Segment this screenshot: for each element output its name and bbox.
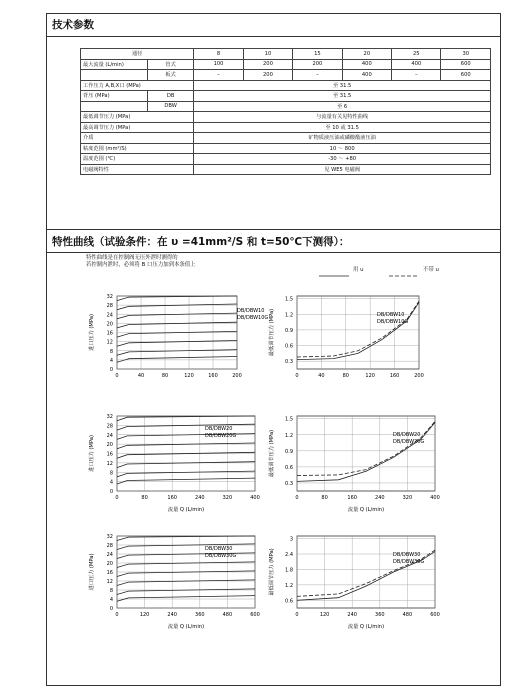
y-tick-label: 0.6 bbox=[285, 343, 293, 350]
y-tick-label: 1.2 bbox=[285, 582, 293, 589]
x-tick-label: 240 bbox=[167, 612, 177, 618]
x-tick-label: 0 bbox=[295, 373, 299, 379]
x-tick-label: 160 bbox=[167, 495, 177, 501]
spec-row bbox=[81, 49, 491, 60]
curve-label: DB/DBW30G bbox=[393, 559, 425, 565]
curve-label: DB/DBW20G bbox=[205, 433, 237, 439]
y-axis-label: 进口压力 (MPa) bbox=[89, 553, 95, 591]
spec-cell: 最低调节压力 (MPa) bbox=[81, 112, 194, 123]
spec-cell: 8 bbox=[194, 49, 243, 60]
series-line bbox=[117, 296, 237, 301]
series-line bbox=[117, 596, 255, 602]
y-tick-label: 12 bbox=[106, 460, 113, 467]
x-tick-label: 240 bbox=[375, 495, 385, 501]
chart-frame bbox=[297, 536, 435, 608]
y-axis-label: 最低调节压力 (MPa) bbox=[269, 308, 275, 357]
y-tick-label: 16 bbox=[106, 451, 113, 458]
series-line bbox=[297, 421, 435, 475]
y-tick-label: 28 bbox=[106, 423, 113, 430]
spec-row bbox=[81, 91, 491, 102]
x-tick-label: 0 bbox=[115, 373, 119, 379]
x-tick-label: 240 bbox=[195, 495, 205, 501]
series-line bbox=[117, 478, 255, 484]
x-tick-label: 40 bbox=[318, 373, 325, 379]
curve-label: DB/DBW20G bbox=[393, 439, 425, 445]
spec-cell: 矿物质液压油或磷酸酯液压油 bbox=[194, 133, 491, 144]
x-tick-label: 200 bbox=[414, 373, 424, 379]
y-tick-label: 28 bbox=[106, 543, 113, 549]
x-tick-label: 80 bbox=[161, 373, 169, 379]
spec-cell: 25 bbox=[392, 49, 441, 60]
spec-cell: 通径 bbox=[81, 49, 194, 60]
spec-cell: -30 ～ +80 bbox=[194, 154, 491, 165]
datasheet-frame bbox=[46, 13, 501, 686]
y-tick-label: 16 bbox=[106, 330, 113, 337]
x-axis-label: 流量 Q (L/min) bbox=[167, 507, 205, 513]
x-tick-label: 400 bbox=[250, 495, 260, 501]
x-tick-label: 120 bbox=[139, 612, 150, 618]
spec-cell: 工作压力 A,B,X口 (MPa) bbox=[81, 80, 194, 91]
spec-cell: 最高调节压力 (MPa) bbox=[81, 122, 194, 133]
x-tick-label: 160 bbox=[208, 373, 218, 379]
series-line bbox=[117, 443, 255, 449]
x-tick-label: 160 bbox=[389, 373, 400, 379]
y-tick-label: 8 bbox=[109, 470, 113, 477]
y-tick-label: 4 bbox=[109, 357, 113, 364]
spec-cell: 至 6 bbox=[194, 101, 491, 112]
x-tick-label: 40 bbox=[137, 373, 145, 379]
spec-cell: 管式 bbox=[147, 59, 193, 70]
series-line bbox=[117, 322, 237, 328]
y-tick-label: 2.4 bbox=[285, 552, 293, 558]
spec-cell: 板式 bbox=[147, 70, 193, 81]
x-tick-label: 80 bbox=[321, 495, 328, 501]
x-tick-label: 320 bbox=[402, 495, 413, 501]
spec-cell: 15 bbox=[293, 49, 342, 60]
spec-cell: 至 10 或 31.5 bbox=[194, 122, 491, 133]
charts-svg bbox=[47, 254, 502, 684]
spec-row bbox=[81, 143, 491, 154]
y-tick-label: 0 bbox=[109, 367, 113, 373]
series-line bbox=[117, 416, 255, 421]
curve-label: DB/DBW10 bbox=[377, 312, 405, 318]
y-axis-label: 进口压力 (MPa) bbox=[89, 314, 95, 351]
chart-frame bbox=[297, 416, 435, 491]
spec-cell: 10 bbox=[243, 49, 292, 60]
y-axis-label: 最低调节压力 (MPa) bbox=[269, 548, 275, 596]
x-tick-label: 120 bbox=[319, 612, 330, 618]
y-tick-label: 32 bbox=[106, 294, 113, 300]
legend-solid-label: 用 u bbox=[353, 267, 364, 273]
x-tick-label: 360 bbox=[195, 612, 205, 618]
y-tick-label: 3 bbox=[289, 536, 293, 543]
spec-cell: 100 bbox=[194, 59, 243, 70]
spec-row bbox=[81, 122, 491, 133]
curves-note-1: 特性曲线是在控制阀无压外泄时测得的 bbox=[86, 255, 178, 261]
x-tick-label: 0 bbox=[115, 612, 119, 618]
series-line bbox=[117, 536, 255, 541]
spec-cell: – bbox=[293, 70, 342, 81]
spec-cell: 200 bbox=[243, 59, 292, 70]
spec-cell: 最大流量 (L/min) bbox=[81, 59, 148, 70]
spec-cell: 电磁阀特性 bbox=[81, 164, 194, 175]
spec-cell: 见 WE5 电磁阀 bbox=[194, 164, 491, 175]
series-line bbox=[117, 424, 255, 430]
spec-cell: 400 bbox=[392, 59, 441, 70]
series-line bbox=[117, 571, 255, 577]
y-tick-label: 1.8 bbox=[285, 567, 293, 574]
series-line bbox=[117, 350, 237, 356]
series-line bbox=[117, 589, 255, 595]
series-line bbox=[117, 462, 255, 468]
spec-cell: 200 bbox=[293, 59, 342, 70]
spec-cell: 30 bbox=[441, 49, 491, 60]
y-tick-label: 0.3 bbox=[285, 359, 293, 366]
x-tick-label: 240 bbox=[347, 612, 357, 618]
x-tick-label: 0 bbox=[115, 495, 119, 501]
x-tick-label: 480 bbox=[222, 612, 233, 618]
y-tick-label: 4 bbox=[109, 597, 113, 603]
y-tick-label: 0.3 bbox=[285, 480, 293, 487]
y-axis-label: 最低调节压力 (MPa) bbox=[269, 429, 275, 478]
y-tick-label: 20 bbox=[106, 561, 113, 567]
spec-cell bbox=[81, 101, 148, 112]
series-line bbox=[117, 304, 237, 310]
spec-cell: 20 bbox=[342, 49, 391, 60]
y-tick-label: 24 bbox=[106, 312, 113, 319]
y-tick-label: 0.6 bbox=[285, 464, 293, 471]
spec-cell: 温度范围 (℃) bbox=[81, 154, 194, 165]
x-tick-label: 0 bbox=[295, 612, 299, 618]
y-tick-label: 0 bbox=[109, 489, 113, 495]
spec-cell: 400 bbox=[342, 70, 391, 81]
spec-row bbox=[81, 154, 491, 165]
y-tick-label: 12 bbox=[106, 579, 113, 585]
curve-label: DB/DBW30 bbox=[393, 552, 421, 558]
y-tick-label: 32 bbox=[106, 414, 113, 420]
y-tick-label: 0.9 bbox=[285, 448, 293, 455]
x-tick-label: 0 bbox=[295, 495, 299, 501]
series-line bbox=[117, 331, 237, 337]
curve-label: DB/DBW10G bbox=[237, 315, 269, 321]
y-tick-label: 4 bbox=[109, 479, 113, 486]
curves-note-2: 若控制内泄时，必须将 B 口压力加到本条值上 bbox=[86, 262, 196, 268]
x-tick-label: 320 bbox=[222, 495, 233, 501]
spec-cell: 介质 bbox=[81, 133, 194, 144]
spec-cell: 背压 (MPa) bbox=[81, 91, 148, 102]
curve-label: DB/DBW30G bbox=[205, 553, 237, 559]
curves-title: 特性曲线（试验条件：在 υ =41mm²/S 和 t=50℃下测得）： bbox=[47, 229, 500, 253]
spec-cell: 400 bbox=[342, 59, 391, 70]
y-tick-label: 20 bbox=[106, 321, 113, 328]
series-line bbox=[117, 562, 255, 568]
spec-row bbox=[81, 133, 491, 144]
series-line bbox=[117, 471, 255, 477]
series-line bbox=[117, 452, 255, 458]
series-line bbox=[117, 357, 237, 363]
spec-row bbox=[81, 112, 491, 123]
x-tick-label: 160 bbox=[347, 495, 357, 501]
spec-cell: 粘度范围 (mm²/S) bbox=[81, 143, 194, 154]
spec-row bbox=[81, 80, 491, 91]
spec-cell: 至 31.5 bbox=[194, 91, 491, 102]
x-axis-label: 流量 Q (L/min) bbox=[167, 624, 205, 630]
legend-dashed-label: 不带 u bbox=[423, 267, 439, 273]
x-tick-label: 120 bbox=[184, 373, 194, 379]
curve-label: DB/DBW10G bbox=[377, 319, 409, 325]
curve-label: DB/DBW20 bbox=[205, 426, 233, 432]
spec-cell: 600 bbox=[441, 70, 491, 81]
series-line bbox=[117, 341, 237, 347]
y-tick-label: 32 bbox=[106, 534, 113, 540]
spec-row bbox=[81, 101, 491, 112]
spec-cell: DBW bbox=[147, 101, 193, 112]
y-tick-label: 16 bbox=[106, 570, 113, 576]
curve-label: DB/DBW20 bbox=[393, 432, 421, 438]
x-tick-label: 360 bbox=[375, 612, 385, 618]
curve-label: DB/DBW10 bbox=[237, 308, 265, 314]
x-tick-label: 600 bbox=[430, 612, 440, 618]
spec-table bbox=[80, 48, 491, 175]
y-tick-label: 12 bbox=[106, 339, 113, 346]
y-axis-label: 进口压力 (MPa) bbox=[89, 435, 95, 472]
spec-row bbox=[81, 59, 491, 70]
series-line bbox=[117, 544, 255, 550]
x-tick-label: 200 bbox=[232, 373, 242, 379]
spec-cell: 600 bbox=[441, 59, 491, 70]
x-tick-label: 80 bbox=[342, 373, 349, 379]
spec-cell: – bbox=[194, 70, 243, 81]
y-tick-label: 1.5 bbox=[285, 416, 293, 423]
spec-cell bbox=[81, 70, 148, 81]
spec-cell: 10 ～ 800 bbox=[194, 143, 491, 154]
x-axis-label: 流量 Q (L/min) bbox=[347, 624, 385, 630]
x-tick-label: 120 bbox=[365, 373, 375, 379]
y-tick-label: 1.2 bbox=[285, 312, 293, 319]
y-tick-label: 28 bbox=[106, 303, 113, 310]
y-tick-label: 24 bbox=[106, 432, 113, 439]
spec-cell: – bbox=[392, 70, 441, 81]
y-tick-label: 0 bbox=[109, 606, 113, 612]
series-line bbox=[117, 580, 255, 586]
chart-frame bbox=[297, 296, 419, 369]
x-axis-label: 流量 Q (L/min) bbox=[347, 507, 385, 513]
y-tick-label: 20 bbox=[106, 442, 113, 449]
curve-label: DB/DBW30 bbox=[205, 546, 233, 552]
spec-cell: 与流量有关见特性曲线 bbox=[194, 112, 491, 123]
x-tick-label: 400 bbox=[430, 495, 440, 501]
spec-cell: 至 31.5 bbox=[194, 80, 491, 91]
spec-cell: 200 bbox=[243, 70, 292, 81]
x-tick-label: 600 bbox=[250, 612, 260, 618]
y-tick-label: 0.6 bbox=[285, 598, 293, 605]
series-line bbox=[297, 301, 419, 357]
y-tick-label: 8 bbox=[109, 348, 113, 355]
y-tick-label: 0.9 bbox=[285, 327, 293, 334]
x-tick-label: 480 bbox=[402, 612, 413, 618]
spec-row bbox=[81, 164, 491, 175]
y-tick-label: 24 bbox=[106, 552, 113, 558]
spec-cell: DB bbox=[147, 91, 193, 102]
x-tick-label: 80 bbox=[141, 495, 148, 501]
y-tick-label: 8 bbox=[109, 588, 113, 594]
spec-row bbox=[81, 70, 491, 81]
y-tick-label: 1.2 bbox=[285, 432, 293, 439]
y-tick-label: 1.5 bbox=[285, 296, 293, 303]
series-line bbox=[117, 313, 237, 319]
params-title: 技术参数 bbox=[47, 14, 500, 37]
